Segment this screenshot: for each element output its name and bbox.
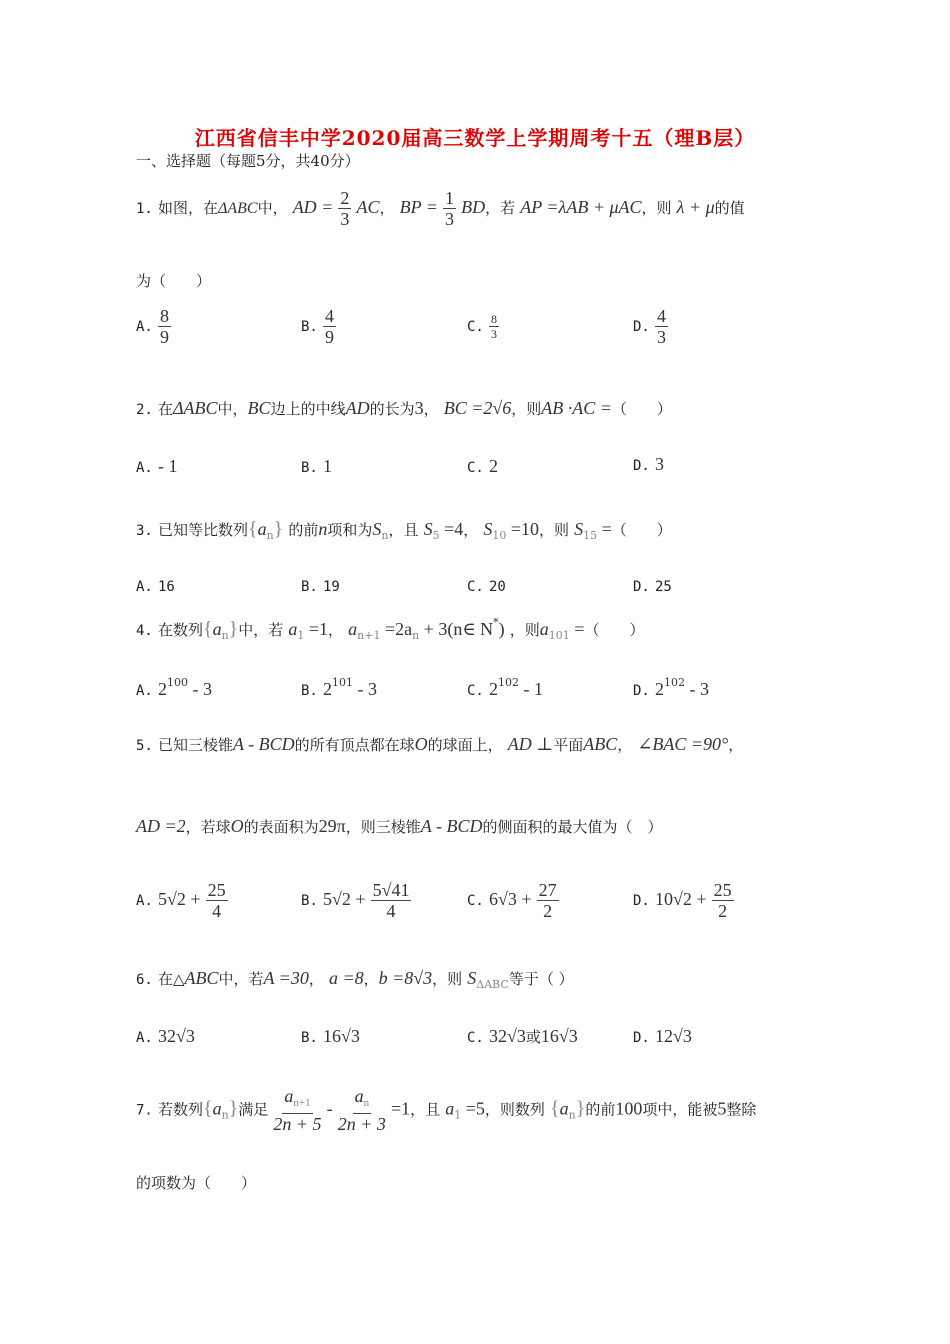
option-d: D. $\frac{4}{3}$ — [633, 306, 666, 347]
question-7-continued: 的项数为（ ） — [136, 1174, 257, 1192]
option-b: B. 1 — [301, 456, 332, 476]
option-d: D. 3 — [633, 454, 664, 474]
fraction: $\frac{a_n}{2n + 3}$ — [337, 1086, 386, 1134]
option-c: C. 32√3或16√3 — [467, 1026, 578, 1046]
fraction: $\frac{4}{9}$ — [324, 306, 334, 347]
option-b: B. 5√2 + $\frac{5√41}{4}$ — [301, 880, 410, 921]
option-d: D. 10√2 + $\frac{25}{2}$ — [633, 880, 732, 921]
option-b: B. 19 — [301, 579, 340, 595]
fraction: $\frac{8}{9}$ — [159, 306, 169, 347]
option-a: A. $2^{100} - 3$ — [136, 676, 212, 699]
option-c: C. 20 — [467, 579, 506, 595]
page-title: 江西省信丰中学2020届高三数学上学期周考十五（理B层） — [194, 126, 756, 150]
question-number: 2. — [136, 402, 153, 418]
question-5: 5. 已知三棱锥A - BCD的所有顶点都在球O的球面上， AD ⊥平面ABC， ∠BAC =90°， — [136, 734, 744, 754]
option-a: A. $\frac{8}{9}$ — [136, 306, 169, 347]
option-a: A. 16 — [136, 579, 175, 595]
option-b: B. $2^{101} - 3$ — [301, 676, 377, 699]
question-number: 6. — [136, 972, 153, 988]
option-c: C. $\frac{8}{3}$ — [467, 312, 497, 341]
fraction: $\frac{4}{3}$ — [656, 306, 666, 347]
fraction: $\frac{8}{3}$ — [490, 312, 497, 341]
option-c: C. 6√3 + $\frac{27}{2}$ — [467, 880, 557, 921]
question-number: 3. — [136, 523, 153, 539]
fraction: $\frac{5√41}{4}$ — [372, 880, 410, 921]
question-number: 7. — [136, 1102, 153, 1119]
fraction: $\frac{a_{n+1}}{2n + 5}$ — [273, 1086, 322, 1134]
option-b: B. $\frac{4}{9}$ — [301, 306, 334, 347]
question-number: 1. — [136, 201, 153, 217]
option-a: A. 32√3 — [136, 1026, 195, 1046]
fraction: $\frac{25}{4}$ — [207, 880, 226, 921]
question-number: 4. — [136, 623, 153, 639]
question-number: 5. — [136, 738, 153, 754]
question-4: 4. 在数列$\{a_n\}$中，若 $a_1 =1$， $a_{n+1} =2a_n$ + 3(n∈ N*) ，则$a_{101}$ =（ ） — [136, 616, 645, 642]
option-c: C. $2^{102} - 1$ — [467, 676, 543, 699]
question-6: 6. 在△ABC中，若A =30， a =8，b =8√3，则 $S_{\Delta ABC}$等于（ ） — [136, 968, 574, 991]
section-heading: 一、选择题（每题5分，共40分） — [136, 152, 360, 170]
question-5-continued: AD =2，若球O的表面积为29π，则三棱锥A - BCD的侧面积的最大值为（ ） — [136, 816, 663, 836]
question-2: 2. 在ΔABC中，BC边上的中线AD的长为3， BC =2√6，则AB ·AC =（ ） — [136, 398, 672, 418]
question-3: 3. 已知等比数列$\{a_n\}$ 的前n项和为$S_n$，且 $S_5 =4$， $S_{10} =10$，则 $S_{15}$ =（ ） — [136, 518, 672, 542]
fraction: $\frac{27}{2}$ — [538, 880, 557, 921]
fraction: $\frac{2}{3}$ — [340, 188, 350, 229]
option-c: C. 2 — [467, 456, 498, 476]
fraction: $\frac{25}{2}$ — [713, 880, 732, 921]
question-1: 1. 如图，在ΔABC中， AD = $\frac{2}{3}$ AC， BP = $\frac{1}{3}$ BD，若 AP =λAB + μAC，则 λ + μ的值 — [136, 188, 745, 229]
fraction: $\frac{1}{3}$ — [445, 188, 455, 229]
option-a: A. - 1 — [136, 456, 178, 476]
question-7: 7. 若数列$\{a_n\}$满足 $\frac{a_{n+1}}{2n + 5}$ - $\frac{a_n}{2n + 3}$ =1，且 $a_1 =5$，则数列 $\{a_n\}$的前100项中，能被5整除 — [136, 1086, 757, 1134]
option-b: B. 16√3 — [301, 1026, 360, 1046]
question-1-continued: 为（ ） — [136, 272, 212, 290]
option-d: D. $2^{102} - 3$ — [633, 676, 709, 699]
option-d: D. 25 — [633, 579, 672, 595]
option-d: D. 12√3 — [633, 1026, 692, 1046]
option-a: A. 5√2 + $\frac{25}{4}$ — [136, 880, 226, 921]
